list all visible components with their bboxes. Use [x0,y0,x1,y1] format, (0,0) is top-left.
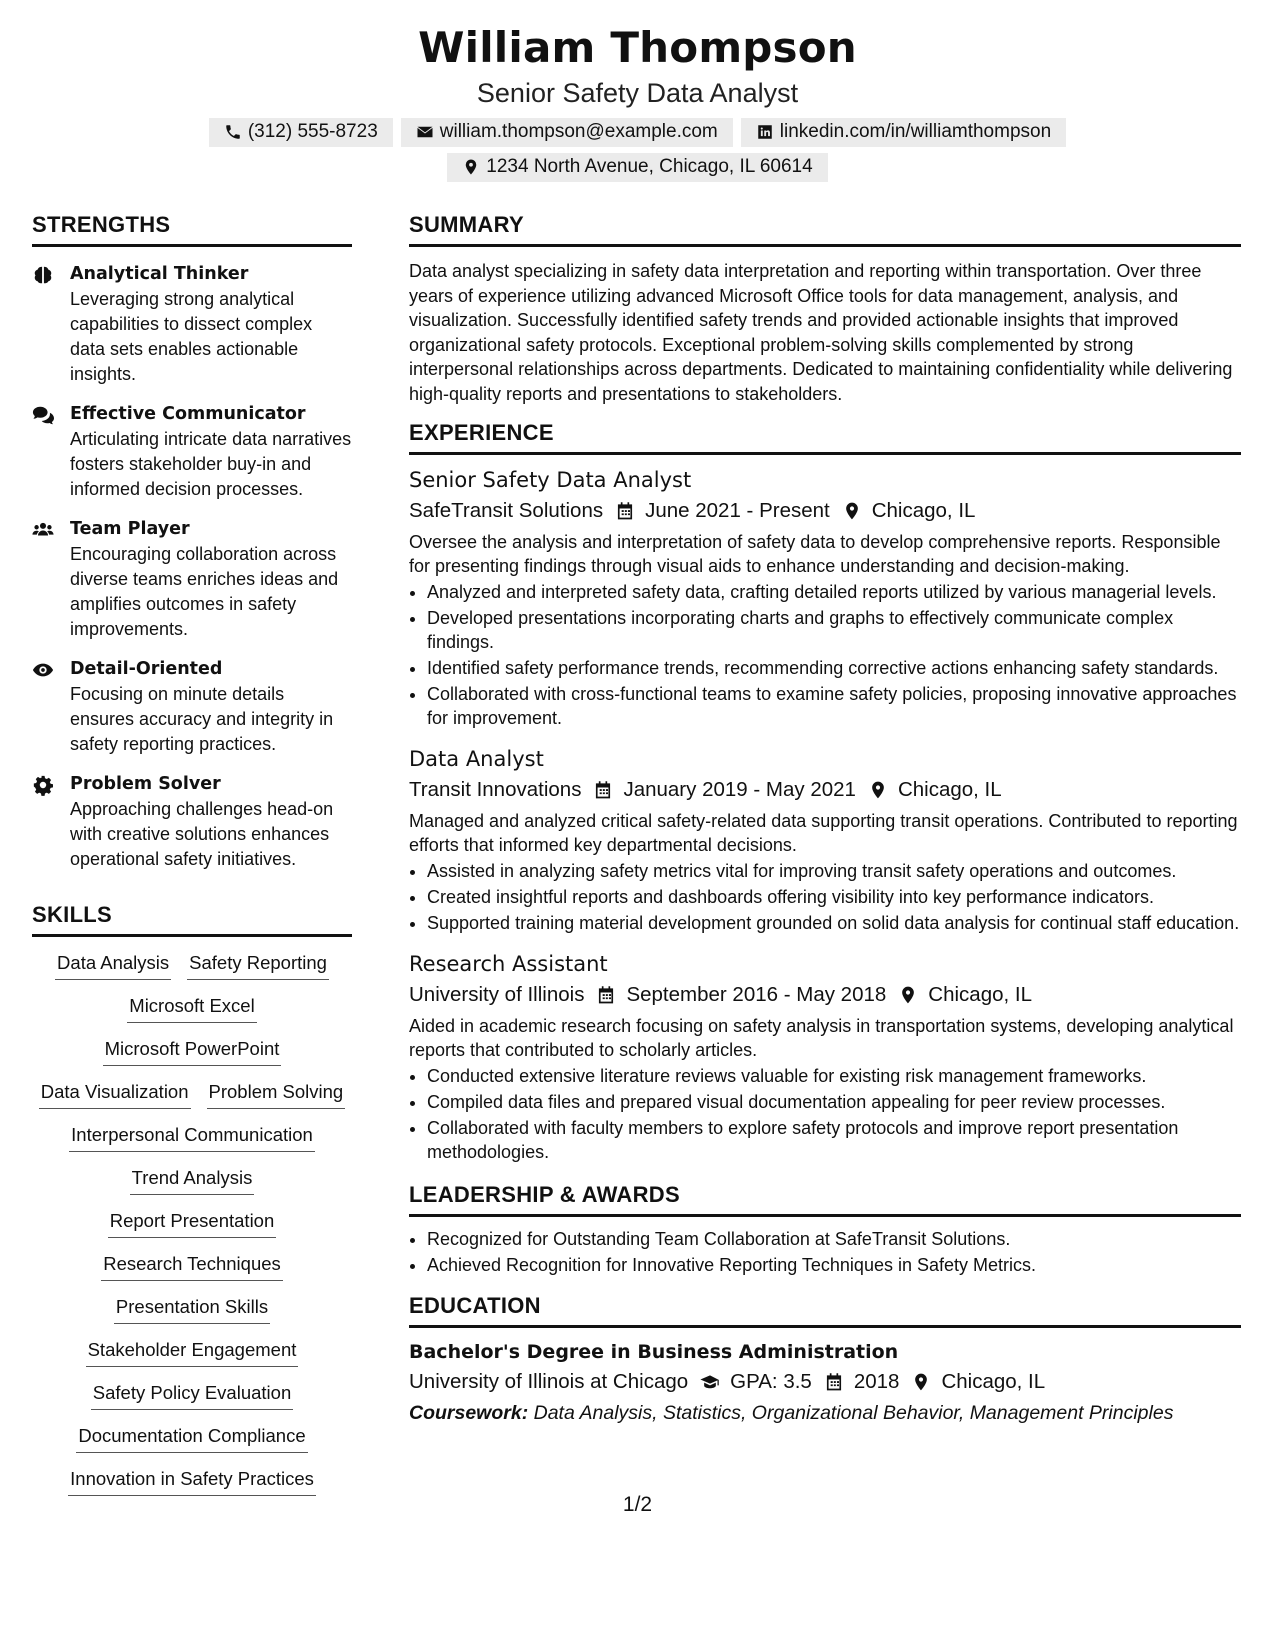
strength-desc: Focusing on minute details ensures accuracy and integrity in safety reporting practices. [70,684,334,754]
job-bullets [409,859,1241,935]
job-bullet: • Compiled data files and prepared visual documentation appealing for peer review processes. [427,1090,1241,1114]
strength-name: Detail-Oriented [70,659,223,679]
skill-tag: Stakeholder Engagement [86,1337,299,1367]
left-column [32,212,352,1496]
job-bullets [409,580,1241,730]
skill-row [32,1251,352,1281]
job-meta [409,980,1241,1010]
job-title: Senior Safety Data Analyst [409,468,692,492]
education-heading: EDUCATION [409,1293,1241,1328]
address-text: 1234 North Avenue, Chicago, IL 60614 [486,156,813,177]
phone-chip[interactable] [209,118,393,147]
candidate-name: William Thompson [418,23,857,72]
skill-tag: Documentation Compliance [76,1423,307,1453]
company-name: Transit Innovations [409,778,582,801]
skill-row [32,1380,352,1410]
job-location: Chicago, IL [871,499,976,522]
job-bullet: • Supported training material development grounded on solid data analysis for continual staff education. [427,911,1241,935]
email-chip[interactable] [401,118,733,147]
phone-text: (312) 555-8723 [247,121,378,142]
address-chip[interactable] [447,153,827,182]
summary-text: Data analyst specializing in safety data interpretation and reporting within transportation. Over three years of experience utilizing advanced Microsoft Office tools for data management, analysis, and visualization. Successfully identified safety trends and provided actionable insights that improved organizational safety protocols. Exceptional problem-solving skills complemented by strong interpersonal relationships across departments. Dedicated to maintaining confidentiality while delivering high-quality reports and presentations to stakeholders. [409,261,1233,404]
skill-row [32,1079,352,1109]
map-marker-icon [898,985,918,1005]
job-bullet: • Created insightful reports and dashboards offering visibility into key performance indicators. [427,885,1241,909]
job-entry [409,744,1241,935]
strengths-heading: STRENGTHS [32,212,352,247]
skill-tag: Innovation in Safety Practices [68,1466,316,1496]
job-entry [409,949,1241,1164]
resume-header [0,0,1275,182]
skill-tag: Microsoft Excel [127,993,256,1023]
strength-item [32,771,352,872]
strength-item [32,401,352,502]
job-bullets [409,1064,1241,1164]
skill-row [32,1337,352,1367]
linkedin-chip[interactable] [741,118,1066,147]
job-list [409,465,1241,1164]
experience-section [409,420,1241,1164]
education-meta [409,1367,1241,1397]
skill-row [32,993,352,1023]
contact-row [0,118,1275,147]
job-location: Chicago, IL [928,983,1032,1006]
strength-name: Effective Communicator [70,404,306,424]
linkedin-text: linkedin.com/in/williamthompson [779,121,1052,142]
strength-name: Analytical Thinker [70,264,249,284]
calendar-icon [596,985,616,1005]
users-icon [32,519,54,541]
strength-desc: Approaching challenges head-on with creative solutions enhances operational safety initiatives. [70,799,334,869]
job-description: Oversee the analysis and interpretation of safety data to develop comprehensive reports. Responsible for presenting findings through visual aids to enhance understanding and decision-making. [409,532,1221,576]
graduation-year: 2018 [853,1370,900,1393]
leadership-section [409,1182,1241,1277]
education-location: Chicago, IL [941,1370,1046,1393]
summary-heading: SUMMARY [409,212,1241,247]
strength-desc: Leveraging strong analytical capabilities to dissect complex data sets enables actionable insights. [70,289,313,384]
coursework-line [409,1399,1241,1427]
calendar-icon [615,501,635,521]
skill-row [32,950,352,980]
job-meta [409,496,1241,526]
map-marker-icon [462,158,480,176]
strength-item [32,261,352,387]
job-description: Aided in academic research focusing on safety analysis in transportation systems, developing analytical reports that contributed to scholarly articles. [409,1016,1234,1060]
map-marker-icon [911,1372,931,1392]
map-marker-icon [842,501,862,521]
skill-row [32,1294,352,1324]
skill-tag: Safety Reporting [187,950,329,980]
map-marker-icon [868,780,888,800]
job-bullet: • Conducted extensive literature reviews valuable for existing risk management frameworks. [427,1064,1241,1088]
gear-icon [32,774,54,796]
brain-icon [32,264,54,286]
job-description: Managed and analyzed critical safety-related data supporting transit operations. Contributed to reporting efforts that informed key departmental decisions. [409,811,1238,855]
job-bullet: • Assisted in analyzing safety metrics vital for improving transit safety operations and outcomes. [427,859,1241,883]
job-dates: June 2021 - Present [645,499,830,522]
skill-row [32,1165,352,1195]
phone-icon [224,123,242,141]
skill-row [32,1036,352,1066]
candidate-title: Senior Safety Data Analyst [476,78,799,108]
job-dates: September 2016 - May 2018 [626,983,887,1006]
job-location: Chicago, IL [897,778,1002,801]
graduation-cap-icon [700,1372,720,1392]
skill-row [32,1122,352,1152]
skill-tag: Safety Policy Evaluation [91,1380,293,1410]
job-bullet: • Analyzed and interpreted safety data, crafting detailed reports utilized by various managerial levels. [427,580,1241,604]
coursework-label: Coursework: [409,1402,529,1424]
email-text: william.thompson@example.com [439,121,718,142]
skill-tag: Data Analysis [55,950,171,980]
calendar-icon [593,780,613,800]
gpa-text: GPA: 3.5 [730,1370,812,1393]
job-title: Research Assistant [409,952,608,976]
strength-desc: Articulating intricate data narratives fosters stakeholder buy-in and informed decision processes. [70,429,352,499]
skill-tag: Data Visualization [39,1079,191,1109]
skill-row [32,1466,352,1496]
degree-title: Bachelor's Degree in Business Administration [409,1341,899,1363]
experience-heading: EXPERIENCE [409,420,1241,455]
job-title: Data Analyst [409,747,544,771]
address-row [0,153,1275,182]
leadership-heading: LEADERSHIP & AWARDS [409,1182,1241,1217]
job-dates: January 2019 - May 2021 [623,778,856,801]
page-number: 1/2 [622,1493,653,1516]
skill-row [32,1423,352,1453]
linkedin-icon [756,123,774,141]
company-name: University of Illinois [409,983,585,1006]
award-item: • Achieved Recognition for Innovative Reporting Techniques in Safety Metrics. [427,1253,1241,1277]
skill-tag: Microsoft PowerPoint [103,1036,282,1066]
education-section [409,1293,1241,1427]
strength-desc: Encouraging collaboration across diverse teams enriches ideas and amplifies outcomes in safety improvements. [70,544,339,639]
coursework-text: Data Analysis, Statistics, Organizational Behavior, Management Principles [533,1402,1174,1424]
skill-tag: Problem Solving [207,1079,346,1109]
award-item: • Recognized for Outstanding Team Collaboration at SafeTransit Solutions. [427,1227,1241,1251]
company-name: SafeTransit Solutions [409,499,604,522]
skill-tag: Trend Analysis [130,1165,255,1195]
skill-tag: Presentation Skills [114,1294,270,1324]
school-name: University of Illinois at Chicago [409,1370,689,1393]
job-bullet: • Identified safety performance trends, recommending corrective actions enhancing safety standards. [427,656,1241,680]
strength-name: Team Player [70,519,190,539]
job-bullet: • Collaborated with cross-functional teams to examine safety policies, proposing innovative approaches for improvement. [427,682,1241,730]
right-column [409,212,1241,1427]
skills-heading: SKILLS [32,902,352,937]
comments-icon [32,404,54,426]
calendar-icon [824,1372,844,1392]
strength-item [32,656,352,757]
job-bullet: • Developed presentations incorporating charts and graphs to effectively communicate complex findings. [427,606,1241,654]
eye-icon [32,659,54,681]
skill-tag: Report Presentation [108,1208,277,1238]
job-meta [409,775,1241,805]
job-entry [409,465,1241,730]
skills-list [32,950,352,1496]
skills-section [32,902,352,1496]
job-bullet: • Collaborated with faculty members to explore safety protocols and improve report presentation methodologies. [427,1116,1241,1164]
strength-name: Problem Solver [70,774,221,794]
strength-item [32,516,352,642]
skill-tag: Interpersonal Communication [69,1122,315,1152]
skill-row [32,1208,352,1238]
skill-tag: Research Techniques [101,1251,283,1281]
envelope-icon [416,123,434,141]
